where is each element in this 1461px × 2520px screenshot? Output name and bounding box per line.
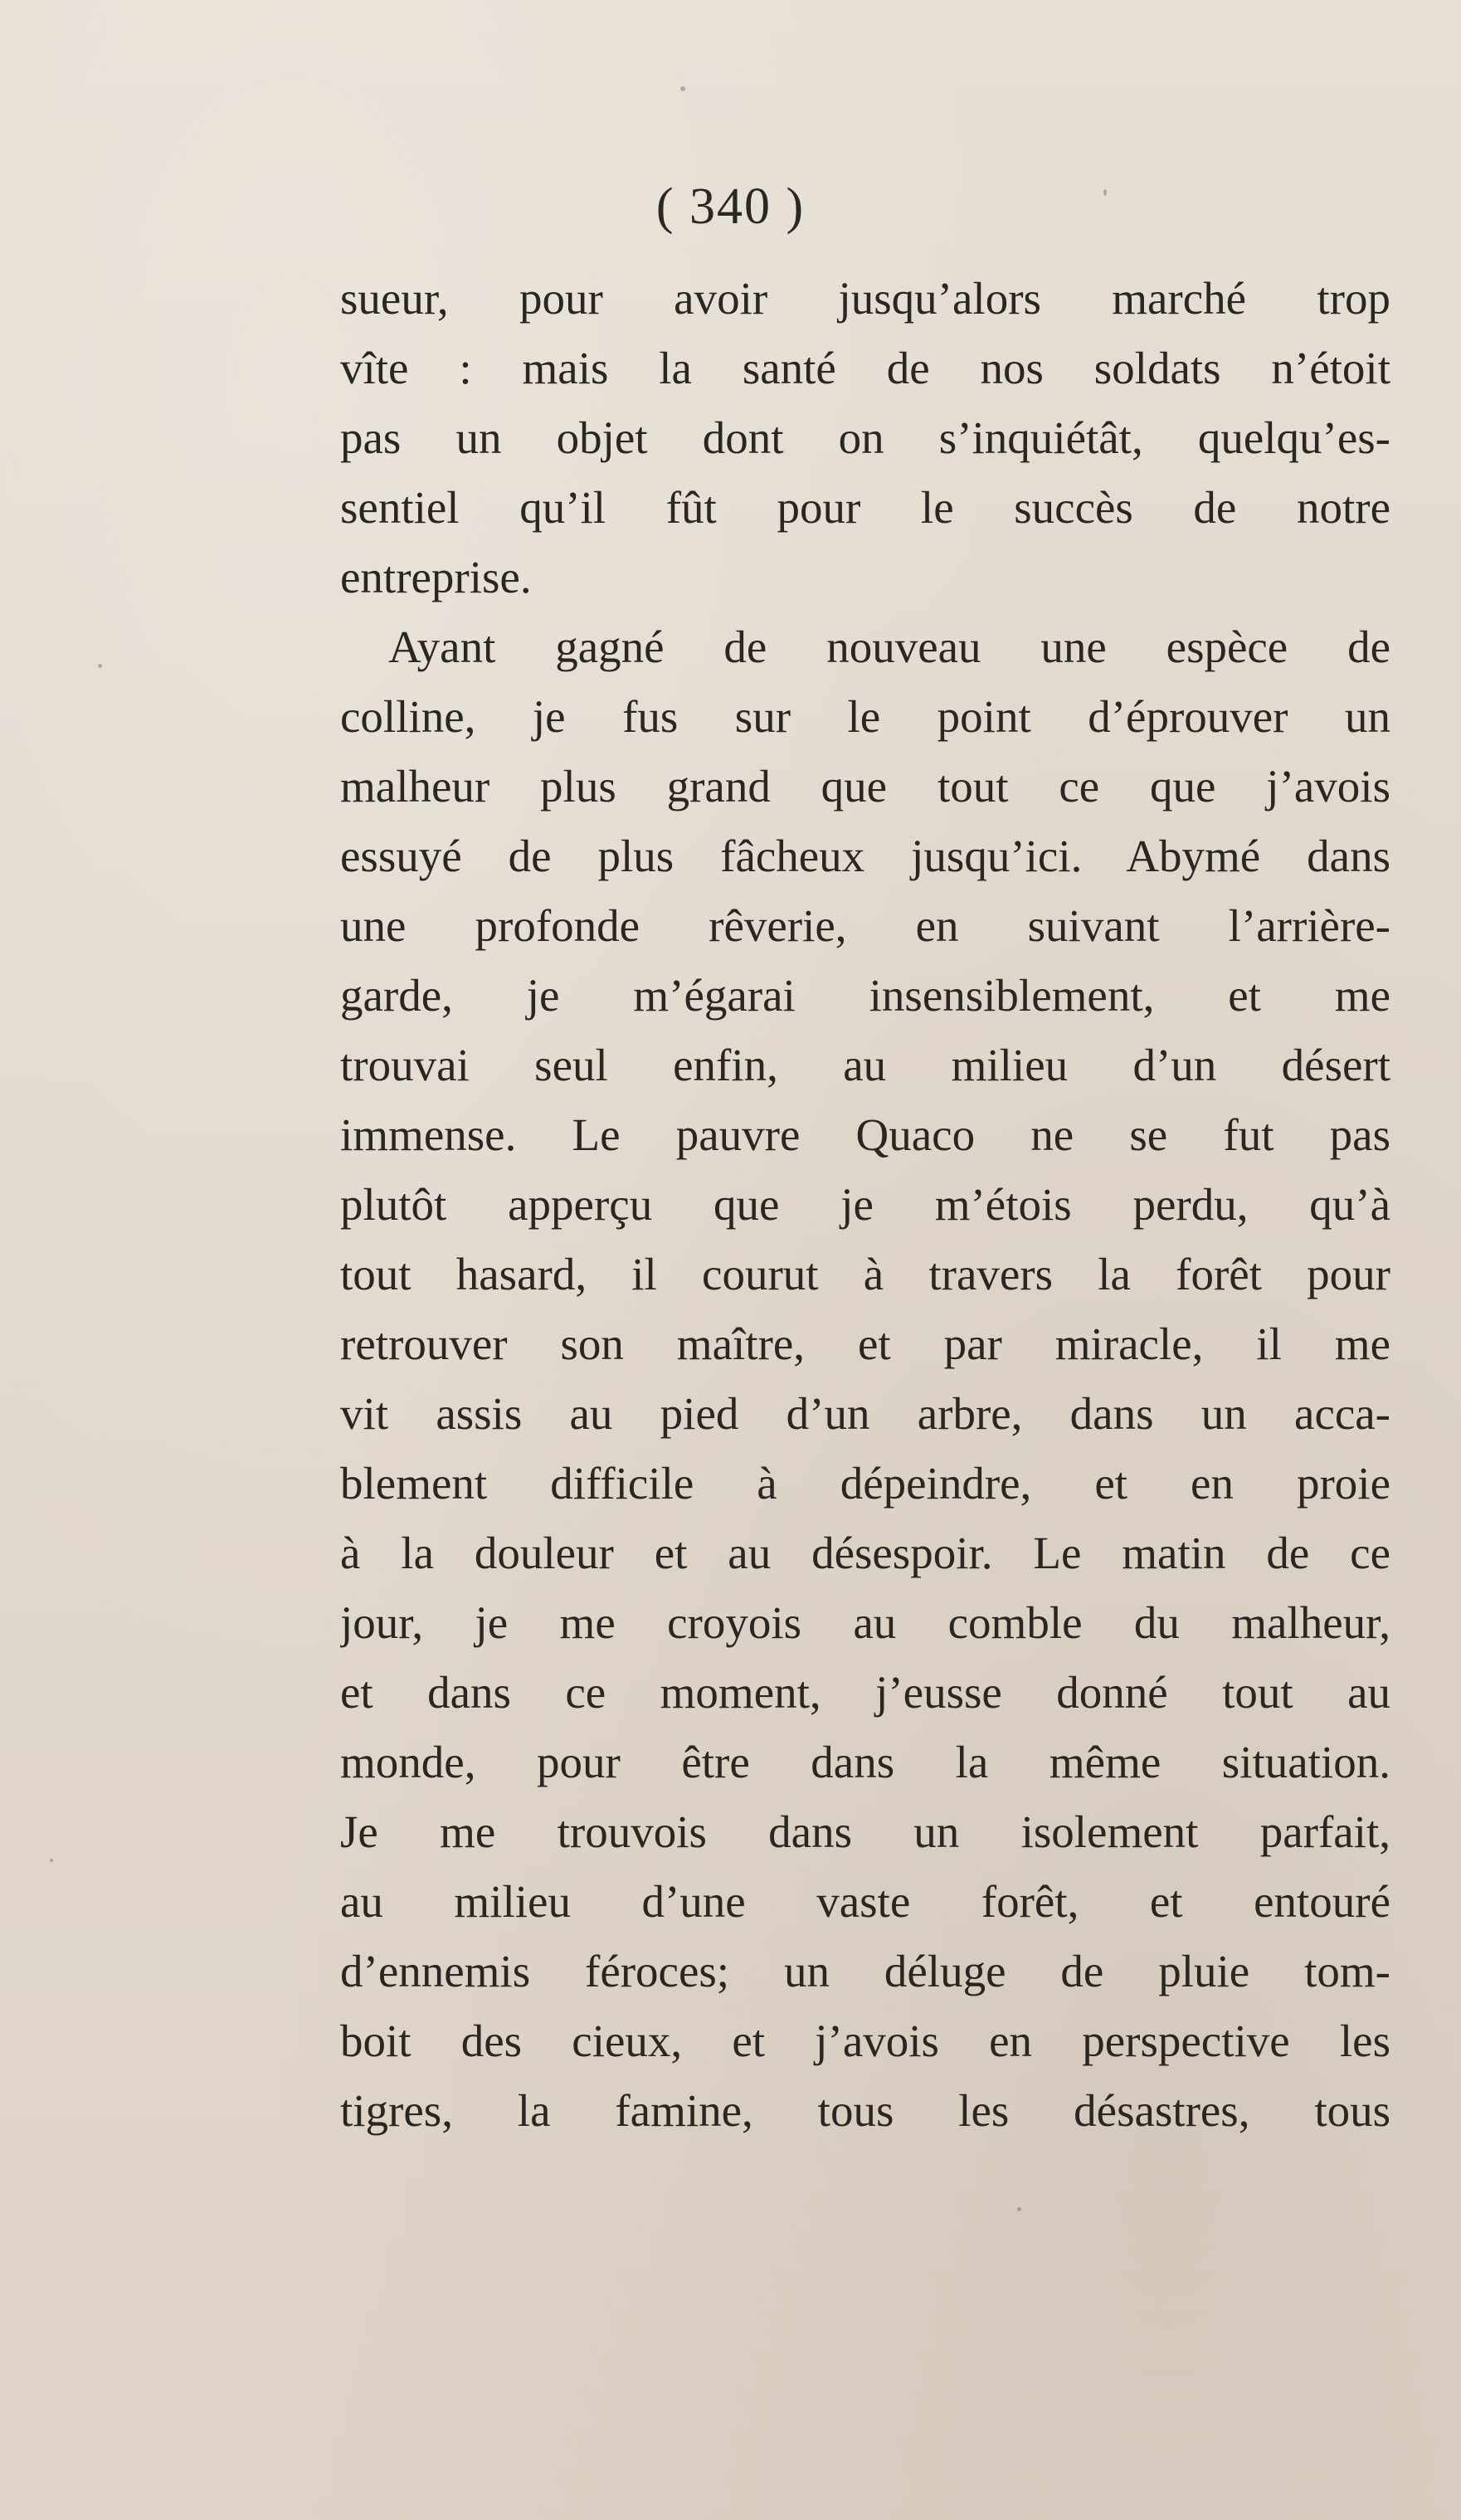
- text-line: essuyé de plus fâcheux jusqu’ici. Abymé dans: [340, 831, 1390, 881]
- text-line: colline, je fus sur le point d’éprouver un: [340, 691, 1390, 742]
- paper-speck: [50, 1859, 53, 1862]
- paragraph: [340, 264, 1390, 612]
- text-line: à la douleur et au désespoir. Le matin de ce: [340, 1528, 1390, 1578]
- body-text: [340, 264, 1390, 2146]
- text-line: jour, je me croyois au comble du malheur,: [340, 1597, 1390, 1648]
- text-line: tigres, la famine, tous les désastres, tous: [340, 2085, 1390, 2136]
- text-line: vîte : mais la santé de nos soldats n’étoit: [340, 343, 1390, 393]
- text-line: d’ennemis féroces; un déluge de pluie tom-: [340, 1946, 1390, 1996]
- text-line: Je me trouvois dans un isolement parfait,: [340, 1806, 1390, 1857]
- text-line: sentiel qu’il fût pour le succès de notre: [340, 482, 1390, 533]
- text-line: au milieu d’une vaste forêt, et entouré: [340, 1876, 1390, 1927]
- text-line: garde, je m’égarai insensiblement, et me: [340, 970, 1390, 1021]
- paper-speck: [1017, 2207, 1021, 2211]
- text-line: monde, pour être dans la même situation.: [340, 1737, 1390, 1787]
- paragraph: [340, 612, 1390, 2146]
- text-line: immense. Le pauvre Quaco ne se fut pas: [340, 1109, 1390, 1160]
- text-line: tout hasard, il courut à travers la forêt pour: [340, 1249, 1390, 1299]
- text-line: retrouver son maître, et par miracle, il me: [340, 1318, 1390, 1369]
- paper-speck: [98, 664, 102, 668]
- text-line: plutôt apperçu que je m’étois perdu, qu’à: [340, 1179, 1390, 1230]
- text-line: sueur, pour avoir jusqu’alors marché trop: [340, 273, 1390, 324]
- text-line: une profonde rêverie, en suivant l’arrière-: [340, 900, 1390, 951]
- text-line: blement difficile à dépeindre, et en proie: [340, 1458, 1390, 1509]
- text-line: entreprise.: [340, 552, 532, 602]
- text-line: Ayant gagné de nouveau une espèce de: [388, 621, 1390, 672]
- text-line: pas un objet dont on s’inquiétât, quelqu’es-: [340, 412, 1390, 463]
- paper-speck: [680, 86, 685, 91]
- text-line: trouvai seul enfin, au milieu d’un désert: [340, 1040, 1390, 1090]
- text-line: et dans ce moment, j’eusse donné tout au: [340, 1667, 1390, 1718]
- text-line: malheur plus grand que tout ce que j’avois: [340, 761, 1390, 812]
- page-number: ( 340 ): [655, 178, 806, 235]
- text-line: vit assis au pied d’un arbre, dans un acca-: [340, 1388, 1390, 1439]
- text-line: boit des cieux, et j’avois en perspective les: [340, 2016, 1390, 2066]
